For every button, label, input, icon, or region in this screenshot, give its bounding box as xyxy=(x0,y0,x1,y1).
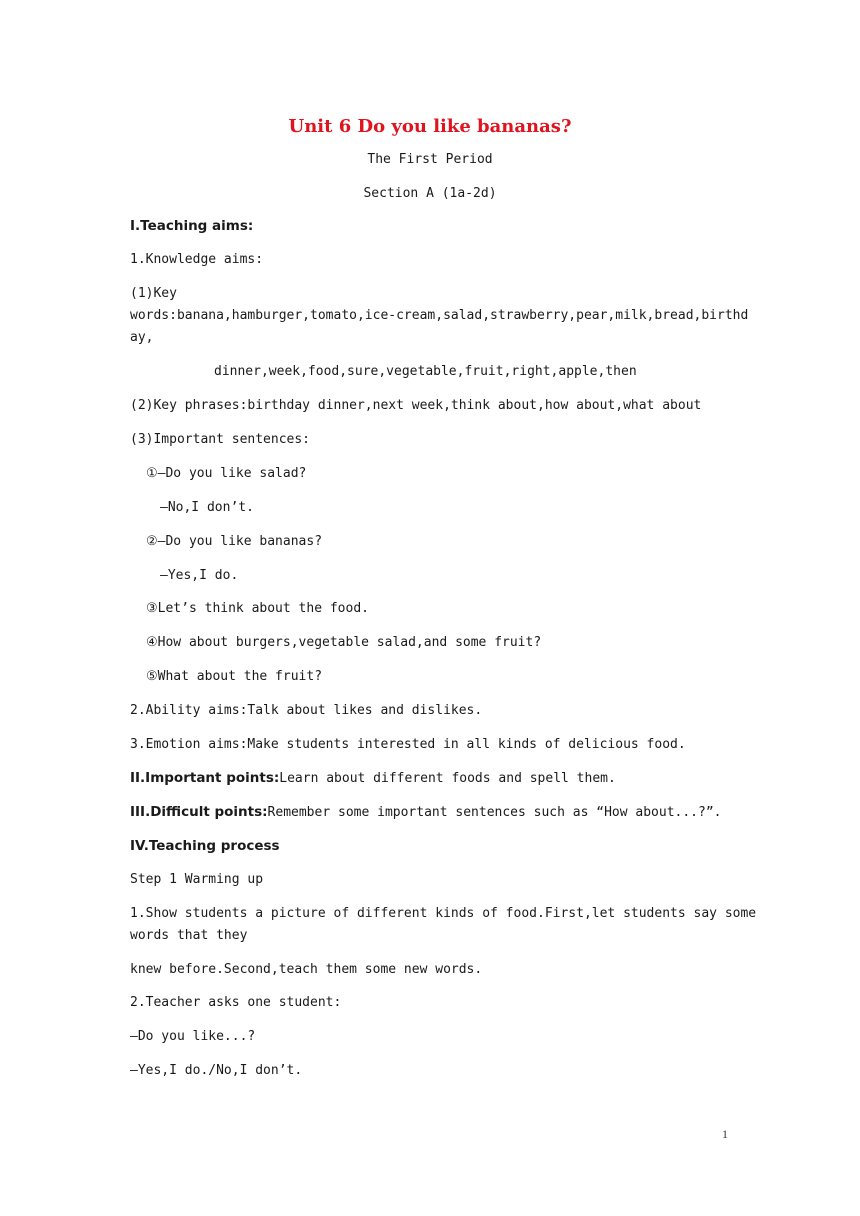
ability-aims: 2.Ability aims:Talk about likes and dislikes. xyxy=(130,703,483,718)
step-1-paragraph-1: 1.Show students a picture of different kinds of food.First,let students say some xyxy=(130,906,757,921)
sentence-4: ④How about burgers,vegetable salad,and some fruit? xyxy=(146,635,542,650)
step-1-paragraph-2: 2.Teacher asks one student: xyxy=(130,995,342,1010)
important-points xyxy=(130,767,616,790)
important-points-text: Learn about different foods and spell them. xyxy=(279,771,616,786)
difficult-points-label: III.Difficult points: xyxy=(130,804,268,820)
important-points-label: II.Important points: xyxy=(130,770,280,786)
period-subtitle: The First Period xyxy=(367,152,493,167)
sentence-2-answer: —Yes,I do. xyxy=(160,568,239,583)
difficult-points-text: Remember some important sentences such as “How about...?”. xyxy=(267,805,722,820)
key-words-label: (1)Key xyxy=(130,286,177,301)
page-number: 1 xyxy=(722,1127,728,1141)
key-phrases: (2)Key phrases:birthday dinner,next week,think about,how about,what about xyxy=(130,398,702,413)
key-words-line: words:banana,hamburger,tomato,ice-cream,salad,strawberry,pear,milk,bread,birthd xyxy=(130,308,749,323)
step-1-heading: Step 1 Warming up xyxy=(130,872,264,887)
emotion-aims: 3.Emotion aims:Make students interested in all kinds of delicious food. xyxy=(130,737,686,752)
difficult-points xyxy=(130,801,722,824)
sentence-1-question: ①—Do you like salad? xyxy=(146,466,307,481)
sentence-3: ③Let’s think about the food. xyxy=(146,601,369,616)
teaching-aims-heading: Ⅰ.Teaching aims: xyxy=(130,218,254,234)
knowledge-aims: 1.Knowledge aims: xyxy=(130,252,264,267)
sentence-5: ⑤What about the fruit? xyxy=(146,669,323,684)
dialogue-question: —Do you like...? xyxy=(130,1029,256,1044)
key-words-continued: dinner,week,food,sure,vegetable,fruit,right,apple,then xyxy=(214,364,637,379)
step-1-paragraph-1-wrap: words that they xyxy=(130,928,248,943)
sentence-2-question: ②—Do you like bananas? xyxy=(146,534,323,549)
sentence-1-answer: —No,I don’t. xyxy=(160,500,254,515)
important-sentences-label: (3)Important sentences: xyxy=(130,432,311,447)
section-subtitle: Section A (1a-2d) xyxy=(363,186,497,201)
step-1-paragraph-1-continued: knew before.Second,teach them some new words. xyxy=(130,962,483,977)
teaching-process-heading: IV.Teaching process xyxy=(130,838,280,854)
dialogue-answer: —Yes,I do./No,I don’t. xyxy=(130,1063,303,1078)
document-title: Unit 6 Do you like bananas? xyxy=(288,116,572,137)
key-words-line-wrap: ay, xyxy=(130,330,154,345)
